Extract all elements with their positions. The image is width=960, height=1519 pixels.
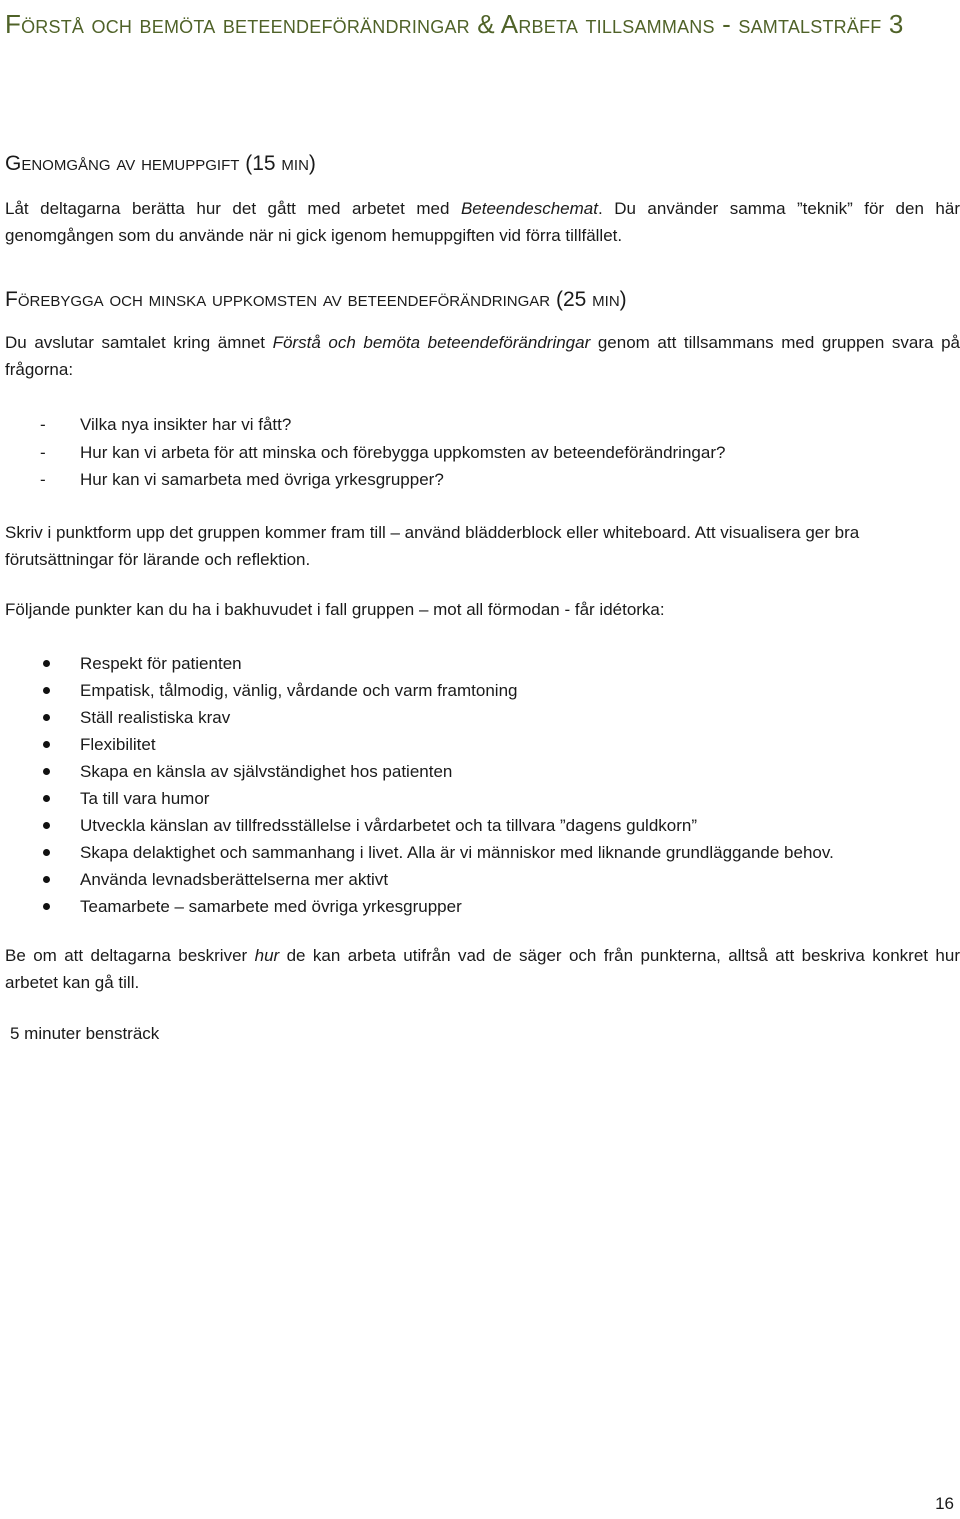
bullet-icon bbox=[43, 741, 50, 748]
page-number: 16 bbox=[935, 1494, 954, 1513]
list-item-text: Ställ realistiska krav bbox=[80, 708, 231, 727]
discussion-intro-paragraph bbox=[5, 330, 960, 383]
section-heading-homework-review: Genomgång av hemuppgift (15 min) bbox=[5, 152, 316, 175]
list-item bbox=[5, 731, 834, 758]
closing-paragraph bbox=[5, 943, 960, 996]
instruction-paragraph: Skriv i punktform upp det gruppen kommer fram till – använd blädderblock eller whiteboard. Att visualisera ger bra förutsättningar för lärande och reflektion. bbox=[5, 523, 860, 569]
list-item bbox=[5, 866, 834, 893]
paragraph-text: genom att tillsammans med gruppen svara på frågorna: bbox=[5, 333, 960, 379]
document-page bbox=[5, 0, 960, 1519]
section-heading-prevent-behavior-change: Förebygga och minska uppkomsten av beteendeförändringar (25 min) bbox=[5, 288, 627, 311]
list-item-text: Skapa en känsla av självständighet hos patienten bbox=[80, 762, 453, 781]
list-item-text: Skapa delaktighet och sammanhang i livet. Alla är vi människor med liknande grundläggande behov. bbox=[80, 843, 834, 862]
question-text: Hur kan vi arbeta för att minska och förebygga uppkomsten av beteendeförändringar? bbox=[80, 442, 726, 462]
list-item bbox=[5, 785, 834, 812]
list-item-text: Använda levnadsberättelserna mer aktivt bbox=[80, 870, 389, 889]
question-text: Hur kan vi samarbeta med övriga yrkesgrupper? bbox=[80, 470, 444, 489]
document-title: Förstå och bemöta beteendeförändringar & Arbeta tillsammans - samtalsträff 3 bbox=[5, 9, 904, 39]
bullet-icon bbox=[43, 822, 50, 829]
paragraph-emphasis: hur bbox=[254, 946, 280, 965]
bullet-icon bbox=[43, 687, 50, 694]
question-text: Vilka nya insikter har vi fått? bbox=[80, 415, 292, 434]
bullet-icon bbox=[43, 849, 50, 856]
list-item-text: Flexibilitet bbox=[80, 735, 156, 754]
bullet-icon bbox=[43, 876, 50, 883]
paragraph-text: de kan arbeta utifrån vad de säger och från punkterna, alltså att beskriva konkret hur arbetet kan gå till. bbox=[5, 946, 960, 992]
break-note: 5 minuter bensträck bbox=[10, 1024, 160, 1043]
list-item bbox=[5, 650, 834, 677]
bullet-icon bbox=[43, 768, 50, 775]
bullet-icon bbox=[43, 660, 50, 667]
bullet-icon bbox=[43, 795, 50, 802]
question-list bbox=[5, 411, 725, 494]
list-item bbox=[5, 893, 834, 920]
dash-marker: - bbox=[40, 442, 46, 462]
paragraph-emphasis: Beteendeschemat bbox=[460, 199, 598, 218]
list-item-text: Utveckla känslan av tillfredsställelse i vårdarbetet och ta tillvara ”dagens guldkorn” bbox=[80, 816, 698, 835]
points-intro-paragraph: Följande punkter kan du ha i bakhuvudet i fall gruppen – mot all förmodan - får idétorka: bbox=[5, 600, 665, 619]
list-item bbox=[5, 758, 834, 785]
question-item bbox=[5, 466, 725, 494]
paragraph-text: Du avslutar samtalet kring ämnet bbox=[5, 333, 273, 352]
list-item-text: Teamarbete – samarbete med övriga yrkesgrupper bbox=[80, 897, 462, 916]
bullet-icon bbox=[43, 714, 50, 721]
question-item bbox=[5, 411, 725, 439]
list-item-text: Respekt för patienten bbox=[80, 654, 242, 673]
paragraph-text: . Du använder samma ”teknik” för den här genomgången som du använde när ni gick igenom hemuppgiften vid förra tillfället. bbox=[5, 199, 960, 245]
list-item bbox=[5, 677, 834, 704]
list-item bbox=[5, 812, 834, 839]
paragraph-text: Be om att deltagarna beskriver bbox=[5, 946, 255, 965]
list-item-text: Empatisk, tålmodig, vänlig, vårdande och varm framtoning bbox=[80, 681, 518, 700]
question-item bbox=[5, 439, 725, 467]
list-item-text: Ta till vara humor bbox=[80, 789, 210, 808]
key-points-list bbox=[5, 650, 834, 920]
paragraph-text: Låt deltagarna berätta hur det gått med arbetet med bbox=[5, 199, 461, 218]
dash-marker: - bbox=[40, 470, 46, 489]
list-item bbox=[5, 839, 834, 866]
bullet-icon bbox=[43, 903, 50, 910]
homework-review-paragraph bbox=[5, 196, 960, 249]
paragraph-emphasis: Förstå och bemöta beteendeförändringar bbox=[272, 333, 591, 352]
dash-marker: - bbox=[40, 415, 46, 434]
list-item bbox=[5, 704, 834, 731]
